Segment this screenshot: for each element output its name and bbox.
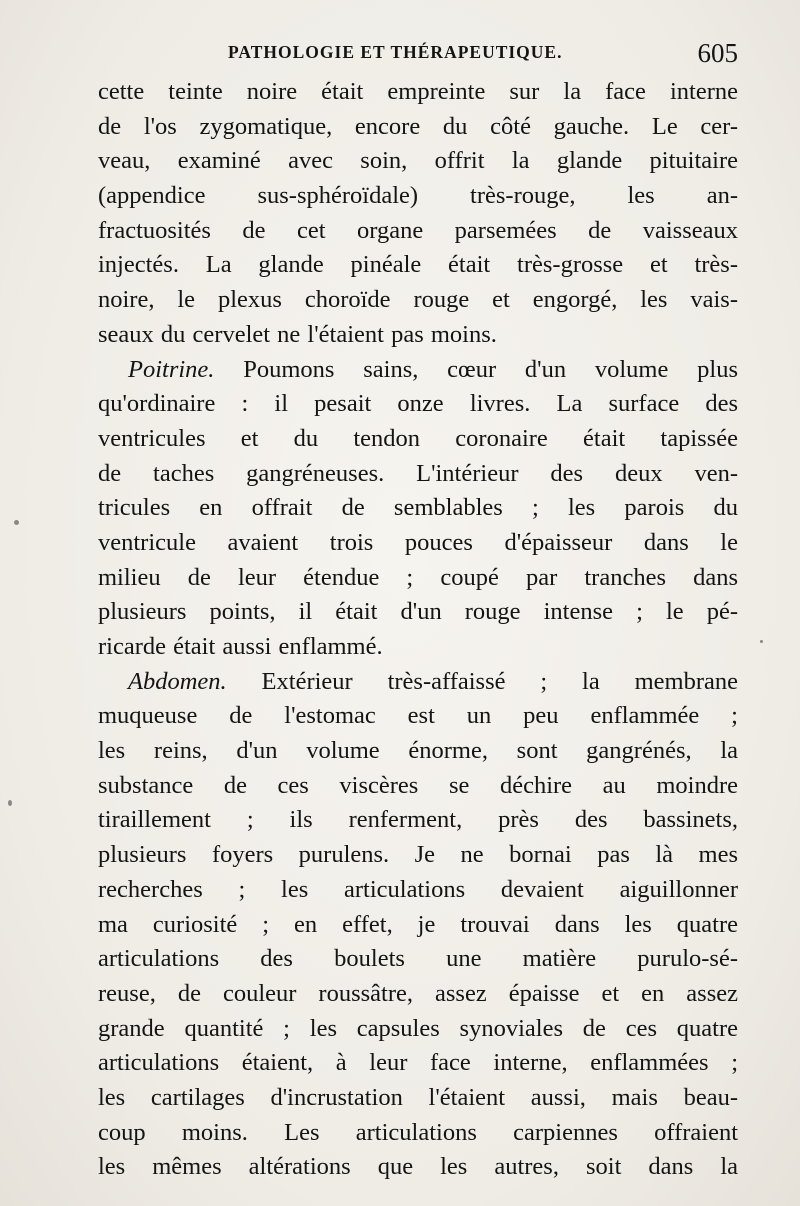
text-line: tricules en offrait de semblables ; les parois du — [98, 494, 738, 522]
text-line: cette teinte noire était empreinte sur la face interne — [98, 78, 738, 105]
text-line: muqueuse de l'estomac est un peu enflammée ; — [98, 702, 738, 730]
text-line: (appendice sus-sphéroïdale) très-rouge, les an- — [98, 182, 738, 210]
text-line: coup moins. Les articulations carpiennes offraient — [98, 1118, 738, 1146]
text-line: noire, le plexus choroïde rouge et engorgé, les vais- — [98, 286, 738, 314]
text-line: injectés. La glande pinéale était très-grosse et très- — [98, 251, 738, 279]
paragraph-start-abdomen — [98, 665, 738, 700]
text-line: de l'os zygomatique, encore du côté gauche. Le cer- — [98, 112, 738, 140]
text-line: tiraillement ; ils renferment, près des bassinets, — [98, 806, 738, 834]
page-number: 605 — [697, 38, 738, 68]
text-line: fractuosités de cet organe parsemées de vaisseaux — [98, 216, 738, 244]
body-text — [98, 75, 738, 1185]
text-line: qu'ordinaire : il pesait onze livres. La surface des — [98, 390, 738, 418]
text-line: articulations des boulets une matière purulo-sé- — [98, 945, 738, 973]
text-line: articulations étaient, à leur face interne, enflammées ; — [98, 1049, 738, 1077]
text-line: les cartilages d'incrustation l'étaient aussi, mais beau- — [98, 1083, 738, 1111]
running-title: PATHOLOGIE ET THÉRAPEUTIQUE. — [228, 42, 563, 62]
section-label-poitrine: Poitrine. — [128, 355, 215, 383]
paragraph-start-poitrine — [98, 353, 738, 388]
paper-speck — [8, 800, 12, 806]
running-head — [228, 38, 738, 68]
text-line: seaux du cervelet ne l'étaient pas moins. — [98, 320, 497, 348]
text-line: milieu de leur étendue ; coupé par tranches dans — [98, 563, 738, 591]
text-line: plusieurs points, il était d'un rouge intense ; le pé- — [98, 598, 738, 626]
text-line: de taches gangréneuses. L'intérieur des deux ven- — [98, 459, 738, 487]
text-line: ventricules et du tendon coronaire était tapissée — [98, 424, 738, 452]
paper-speck — [14, 520, 19, 525]
text-line: ma curiosité ; en effet, je trouvai dans les quatre — [98, 910, 738, 938]
text-line: reuse, de couleur roussâtre, assez épaisse et en assez — [98, 979, 738, 1007]
text-line: plusieurs foyers purulens. Je ne bornai pas là mes — [98, 841, 738, 869]
text-line: substance de ces viscères se déchire au moindre — [98, 771, 738, 799]
text-line: les reins, d'un volume énorme, sont gangrénés, la — [98, 737, 738, 765]
text-run: Extérieur très-affaissé ; la membrane — [226, 667, 738, 695]
paper-speck — [760, 640, 763, 643]
section-label-abdomen: Abdomen. — [128, 667, 227, 695]
text-line: les mêmes altérations que les autres, soit dans la — [98, 1153, 738, 1181]
text-line: grande quantité ; les capsules synoviales de ces quatre — [98, 1014, 738, 1042]
text-run: Poumons sains, cœur d'un volume plus — [214, 355, 738, 383]
text-line: veau, examiné avec soin, offrit la glande pituitaire — [98, 147, 738, 175]
text-line: ventricule avaient trois pouces d'épaisseur dans le — [98, 528, 738, 556]
text-line: ricarde était aussi enflammé. — [98, 633, 383, 660]
text-line: recherches ; les articulations devaient aiguillonner — [98, 875, 738, 903]
